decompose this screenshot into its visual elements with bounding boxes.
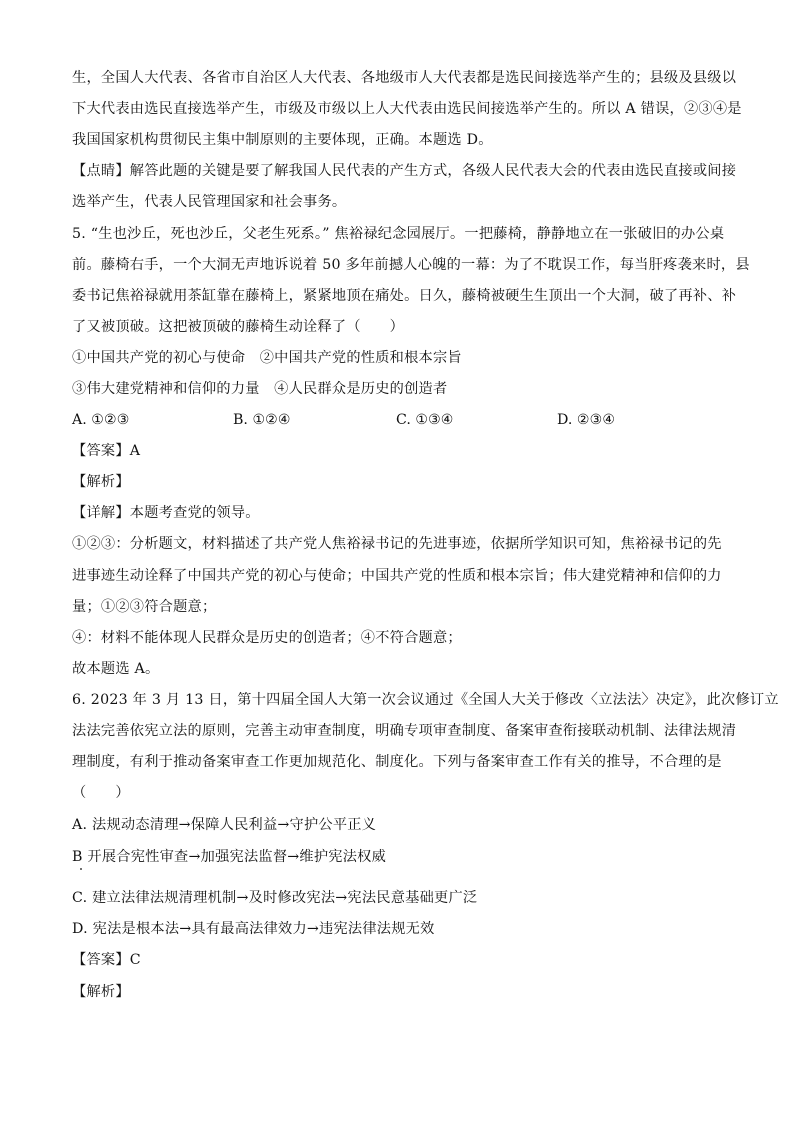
q6-option-b: B 开展合宪性审查→加强宪法监督→维护宪法权威 bbox=[72, 849, 387, 865]
q6-option-d: D. 宪法是根本法→具有最高法律效力→违宪法律法规无效 bbox=[72, 921, 435, 937]
answer-label: 【答案】C bbox=[72, 952, 141, 968]
text-line: （ ） bbox=[72, 785, 130, 801]
q6-option-a: A. 法规动态清理→保障人民利益→守护公平正义 bbox=[72, 817, 377, 833]
text-line: 故本题选 A。 bbox=[72, 661, 160, 677]
q5-option-b: B. ①②④ bbox=[233, 412, 291, 428]
text-line: 了又被顶破。这把被顶破的藤椅生动诠释了（ ） bbox=[72, 319, 405, 335]
question-6-stem: 6. 2023 年 3 月 13 日，第十四届全国人大第一次会议通过《全国人大关于修改〈立法法〉决定》，此次修订立 bbox=[72, 692, 779, 708]
text-line: 法法完善依宪立法的原则，完善主动审查制度，明确专项审查制度、备案审查衔接联动机制、法律法规清 bbox=[72, 723, 737, 739]
text-line: 理制度，有利于推动备案审查工作更加规范化、制度化。下列与备案审查工作有关的推导，不合理的是 bbox=[72, 754, 722, 770]
text-line: ④：材料不能体现人民群众是历史的创造者；④不符合题意； bbox=[72, 630, 462, 646]
q5-option-a: A. ①②③ bbox=[72, 412, 130, 428]
text-line: 选举产生，代表人民管理国家和社会事务。 bbox=[72, 194, 347, 210]
analysis-label: 【解析】 bbox=[72, 474, 130, 490]
text-line: 量；①②③符合题意； bbox=[72, 599, 217, 615]
q6-option-c: C. 建立法律法规清理机制→及时修改宪法→宪法民意基础更广泛 bbox=[72, 890, 478, 906]
q5-option-c: C. ①③④ bbox=[396, 412, 454, 428]
stray-dot bbox=[80, 868, 82, 870]
text-line: 前。藤椅右手，一个大洞无声地诉说着 50 多年前撼人心魄的一幕：为了不耽误工作，每当肝疼袭来时，县 bbox=[72, 257, 750, 273]
statement-line: ③伟大建党精神和信仰的力量 ④人民群众是历史的创造者 bbox=[72, 381, 448, 397]
answer-label: 【答案】A bbox=[72, 443, 141, 459]
text-line: 委书记焦裕禄就用茶缸靠在藤椅上，紧紧地顶在痛处。日久，藤椅被硬生生顶出一个大洞，破了再补、补 bbox=[72, 288, 737, 304]
text-line: 生，全国人大代表、各省市自治区人大代表、各地级市人大代表都是选民间接选举产生的；县级及县级以 bbox=[72, 70, 737, 86]
text-line: 下大代表由选民直接选举产生，市级及市级以上人大代表由选民间接选举产生的。所以 A 错误，②③④是 bbox=[72, 101, 742, 117]
question-5-stem: 5. “生也沙丘，死也沙丘，父老生死系。” 焦裕禄纪念园展厅。一把藤椅，静静地立在一张破旧的办公桌 bbox=[72, 226, 725, 242]
q5-option-d: D. ②③④ bbox=[557, 412, 616, 428]
statement-line: ①中国共产党的初心与使命 ②中国共产党的性质和根本宗旨 bbox=[72, 350, 462, 366]
analysis-label: 【解析】 bbox=[72, 984, 130, 1000]
point-note: 【点睛】解答此题的关键是要了解我国人民代表的产生方式，各级人民代表大会的代表由选民直接或间接 bbox=[72, 163, 737, 179]
detail-line: 【详解】本题考查党的领导。 bbox=[72, 505, 260, 521]
text-line: ①②③：分析题文，材料描述了共产党人焦裕禄书记的先进事迹，依据所学知识可知，焦裕禄书记的先 bbox=[72, 536, 722, 552]
text-line: 进事迹生动诠释了中国共产党的初心与使命；中国共产党的性质和根本宗旨；伟大建党精神和信仰的力 bbox=[72, 568, 722, 584]
text-line: 我国国家机构贯彻民主集中制原则的主要体现，正确。本题选 D。 bbox=[72, 132, 493, 148]
